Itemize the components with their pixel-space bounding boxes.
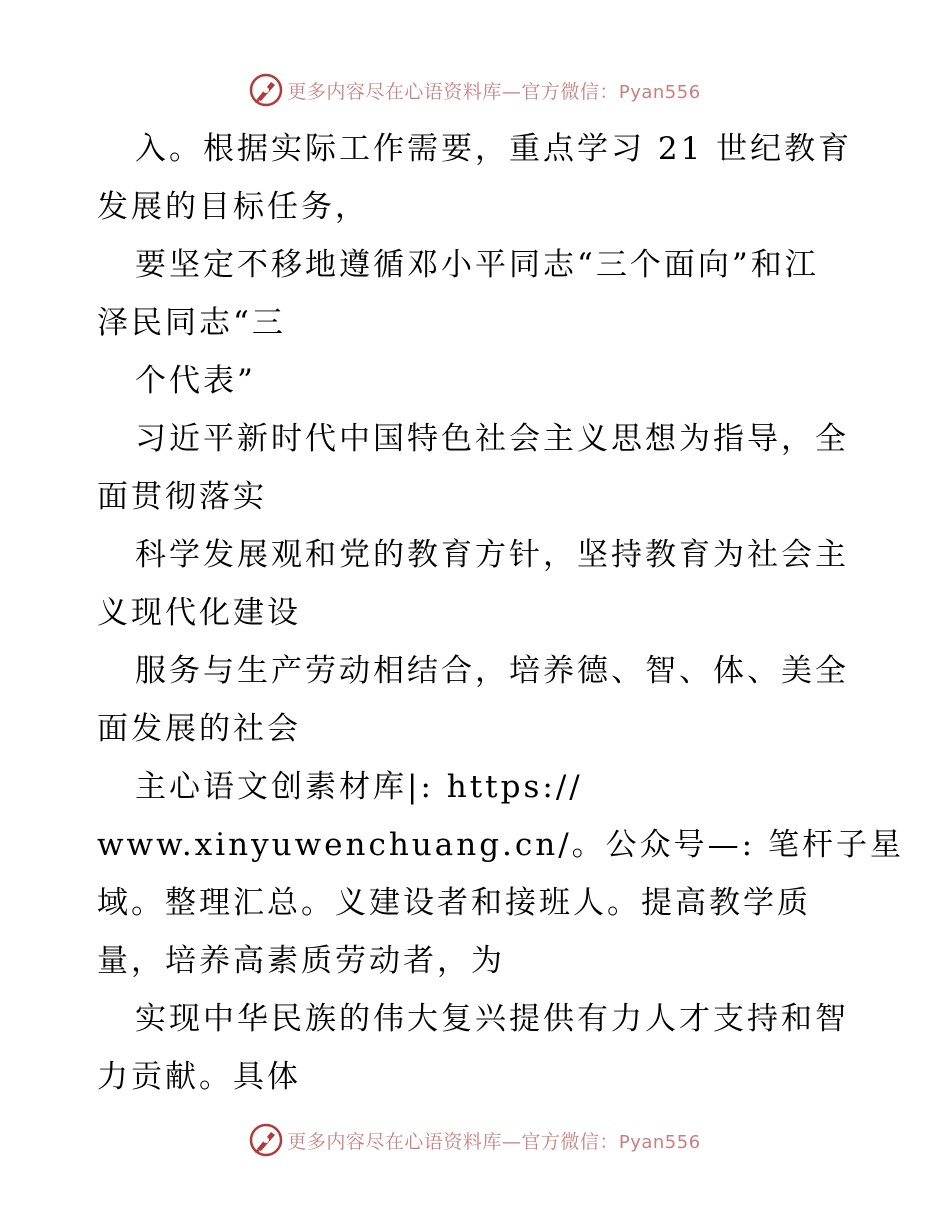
body-line: 量，培养高素质劳动者，为 [97,943,505,979]
body-line: 科学发展观和党的教育方针，坚持教育为社会主 [135,537,849,573]
body-line: 力贡献。具体 [97,1059,301,1095]
banner-title: 更多内容尽在心语资料库 [287,1130,502,1153]
banner-title: 更多内容尽在心语资料库 [287,80,502,103]
body-line: www.xinyuwenchuang.cn/。公众号—: 笔杆子星 [97,827,904,863]
body-line: 面贯彻落实 [97,479,267,515]
body-line: 个代表” [135,363,256,399]
body-line: 服务与生产劳动相结合，培养德、智、体、美全 [135,653,849,689]
body-line: 实现中华民族的伟大复兴提供有力人才支持和智 [135,1001,849,1037]
body-line: 习近平新时代中国特色社会主义思想为指导，全 [135,421,849,457]
banner-wechat-id: Pyan556 [618,81,701,103]
banner-separator: — [501,80,522,103]
body-line: 域。整理汇总。义建设者和接班人。提高教学质 [97,885,811,921]
quill-pen-logo-icon [249,1123,283,1157]
banner-official-label: 官方微信： [521,80,619,103]
body-line: 要坚定不移地遵循邓小平同志“三个面向”和江 [135,247,819,283]
footer-banner [0,1120,950,1160]
body-line: 发展的目标任务， [97,189,369,225]
banner-official-label: 官方微信： [521,1130,619,1153]
body-line: 面发展的社会 [97,711,301,747]
body-line: 入。根据实际工作需要，重点学习 21 世纪教育 [135,131,853,167]
body-line: 泽民同志“三 [97,305,286,341]
header-banner [0,70,950,110]
body-line: 义现代化建设 [97,595,301,631]
quill-pen-logo-icon [249,73,283,107]
body-line: 主心语文创素材库|: https:// [135,769,583,805]
document-body [97,120,904,1106]
banner-wechat-id: Pyan556 [618,1131,701,1153]
banner-separator: — [501,1130,522,1153]
